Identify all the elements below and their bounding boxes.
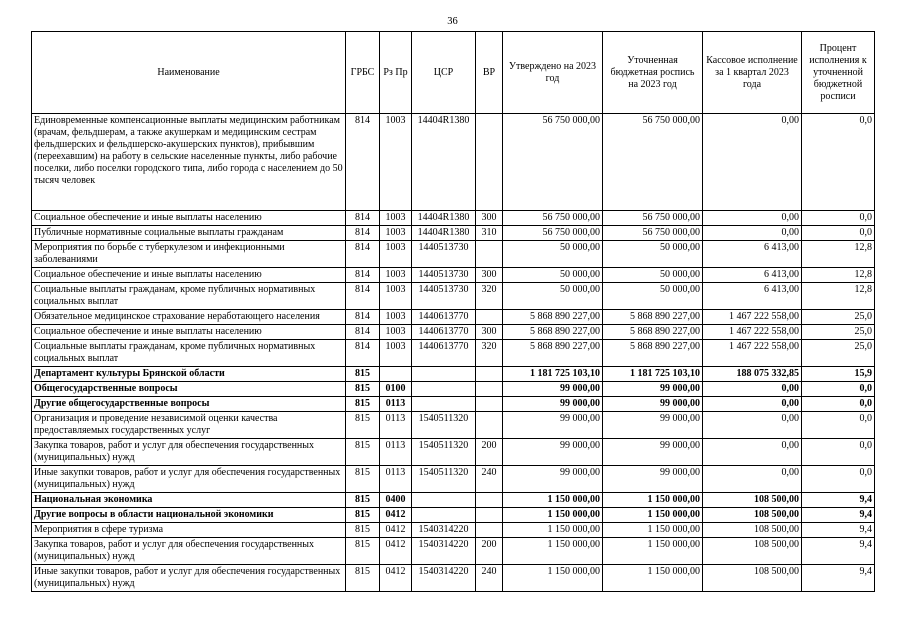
header-grbs: ГРБС xyxy=(346,32,380,114)
cell-percent: 9,4 xyxy=(802,538,875,565)
cell-vr xyxy=(476,367,503,382)
cell-executed: 108 500,00 xyxy=(703,565,802,592)
cell-name: Закупка товаров, работ и услуг для обеспечения государственных (муниципальных) нужд xyxy=(32,439,346,466)
header-vr: ВР xyxy=(476,32,503,114)
table-body xyxy=(32,114,875,592)
cell-rzpr: 1003 xyxy=(380,340,412,367)
cell-vr xyxy=(476,241,503,268)
cell-grbs: 815 xyxy=(346,508,380,523)
table-row xyxy=(32,283,875,310)
table-row xyxy=(32,340,875,367)
cell-grbs: 815 xyxy=(346,565,380,592)
cell-percent: 0,0 xyxy=(802,114,875,211)
cell-vr xyxy=(476,310,503,325)
table-row xyxy=(32,325,875,340)
header-rzpr: Рз Пр xyxy=(380,32,412,114)
cell-name: Закупка товаров, работ и услуг для обеспечения государственных (муниципальных) нужд xyxy=(32,538,346,565)
cell-name: Национальная экономика xyxy=(32,493,346,508)
cell-refined: 99 000,00 xyxy=(603,412,703,439)
cell-vr: 240 xyxy=(476,466,503,493)
table-row xyxy=(32,367,875,382)
cell-name: Публичные нормативные социальные выплаты гражданам xyxy=(32,226,346,241)
cell-grbs: 814 xyxy=(346,310,380,325)
cell-grbs: 815 xyxy=(346,412,380,439)
cell-executed: 0,00 xyxy=(703,439,802,466)
cell-rzpr: 0400 xyxy=(380,493,412,508)
cell-name: Мероприятия по борьбе с туберкулезом и инфекционными заболеваниями xyxy=(32,241,346,268)
cell-vr xyxy=(476,493,503,508)
cell-grbs: 815 xyxy=(346,439,380,466)
header-percent: Процент исполнения к уточненной бюджетной росписи xyxy=(802,32,875,114)
table-row xyxy=(32,397,875,412)
cell-refined: 99 000,00 xyxy=(603,439,703,466)
table-row xyxy=(32,523,875,538)
cell-approved: 99 000,00 xyxy=(503,466,603,493)
cell-executed: 0,00 xyxy=(703,412,802,439)
cell-executed: 1 467 222 558,00 xyxy=(703,310,802,325)
table-row xyxy=(32,310,875,325)
cell-executed: 1 467 222 558,00 xyxy=(703,340,802,367)
cell-vr xyxy=(476,397,503,412)
cell-vr: 300 xyxy=(476,268,503,283)
cell-name: Другие вопросы в области национальной экономики xyxy=(32,508,346,523)
cell-rzpr: 0113 xyxy=(380,397,412,412)
cell-rzpr: 1003 xyxy=(380,325,412,340)
cell-approved: 99 000,00 xyxy=(503,382,603,397)
header-refined: Уточненная бюджетная роспись на 2023 год xyxy=(603,32,703,114)
cell-approved: 50 000,00 xyxy=(503,268,603,283)
cell-approved: 1 150 000,00 xyxy=(503,565,603,592)
cell-executed: 6 413,00 xyxy=(703,241,802,268)
table-row xyxy=(32,114,875,211)
cell-refined: 99 000,00 xyxy=(603,397,703,412)
cell-rzpr xyxy=(380,367,412,382)
cell-refined: 56 750 000,00 xyxy=(603,226,703,241)
cell-percent: 0,0 xyxy=(802,211,875,226)
cell-vr xyxy=(476,508,503,523)
cell-vr xyxy=(476,382,503,397)
cell-executed: 108 500,00 xyxy=(703,523,802,538)
cell-csr: 1540314220 xyxy=(412,565,476,592)
cell-refined: 1 150 000,00 xyxy=(603,493,703,508)
cell-approved: 56 750 000,00 xyxy=(503,114,603,211)
cell-grbs: 815 xyxy=(346,493,380,508)
cell-vr: 200 xyxy=(476,439,503,466)
header-executed: Кассовое исполнение за 1 квартал 2023 года xyxy=(703,32,802,114)
table-row xyxy=(32,382,875,397)
cell-rzpr: 0412 xyxy=(380,508,412,523)
cell-refined: 1 150 000,00 xyxy=(603,508,703,523)
cell-refined: 50 000,00 xyxy=(603,241,703,268)
cell-grbs: 815 xyxy=(346,397,380,412)
cell-percent: 9,4 xyxy=(802,523,875,538)
cell-grbs: 814 xyxy=(346,268,380,283)
cell-name: Социальное обеспечение и иные выплаты населению xyxy=(32,211,346,226)
cell-csr: 1440613770 xyxy=(412,325,476,340)
cell-grbs: 814 xyxy=(346,340,380,367)
header-csr: ЦСР xyxy=(412,32,476,114)
cell-name: Социальное обеспечение и иные выплаты населению xyxy=(32,268,346,283)
cell-refined: 50 000,00 xyxy=(603,283,703,310)
cell-vr xyxy=(476,523,503,538)
cell-refined: 56 750 000,00 xyxy=(603,211,703,226)
cell-percent: 9,4 xyxy=(802,493,875,508)
cell-name: Обязательное медицинское страхование неработающего населения xyxy=(32,310,346,325)
cell-refined: 1 181 725 103,10 xyxy=(603,367,703,382)
cell-csr: 14404R1380 xyxy=(412,226,476,241)
cell-refined: 5 868 890 227,00 xyxy=(603,325,703,340)
cell-refined: 50 000,00 xyxy=(603,268,703,283)
cell-approved: 1 150 000,00 xyxy=(503,508,603,523)
cell-grbs: 814 xyxy=(346,211,380,226)
cell-rzpr: 1003 xyxy=(380,226,412,241)
cell-csr xyxy=(412,508,476,523)
cell-executed: 0,00 xyxy=(703,211,802,226)
cell-grbs: 814 xyxy=(346,114,380,211)
cell-executed: 0,00 xyxy=(703,397,802,412)
table-header-row xyxy=(32,32,875,114)
header-name: Наименование xyxy=(32,32,346,114)
cell-percent: 0,0 xyxy=(802,226,875,241)
cell-refined: 1 150 000,00 xyxy=(603,538,703,565)
cell-name: Единовременные компенсационные выплаты медицинским работникам (врачам, фельдшерам, а также акушеркам и медицинским сестрам фельдшерских и фельдшерско-акушерских пунктов), прибывшим (переехавшим) на работу в сельские населенные пункты, либо рабочие поселки, либо поселки городского типа, либо города с населением до 50 тысяч человек xyxy=(32,114,346,211)
cell-approved: 56 750 000,00 xyxy=(503,226,603,241)
cell-csr: 1440613770 xyxy=(412,340,476,367)
cell-refined: 1 150 000,00 xyxy=(603,523,703,538)
table-row xyxy=(32,226,875,241)
cell-csr xyxy=(412,382,476,397)
cell-percent: 12,8 xyxy=(802,241,875,268)
cell-refined: 99 000,00 xyxy=(603,382,703,397)
table-row xyxy=(32,211,875,226)
cell-name: Департамент культуры Брянской области xyxy=(32,367,346,382)
cell-executed: 108 500,00 xyxy=(703,538,802,565)
cell-executed: 0,00 xyxy=(703,114,802,211)
table-row xyxy=(32,466,875,493)
cell-vr: 300 xyxy=(476,211,503,226)
cell-percent: 25,0 xyxy=(802,340,875,367)
cell-approved: 99 000,00 xyxy=(503,439,603,466)
cell-rzpr: 1003 xyxy=(380,310,412,325)
cell-vr xyxy=(476,412,503,439)
cell-executed: 0,00 xyxy=(703,226,802,241)
cell-csr: 1540511320 xyxy=(412,439,476,466)
cell-grbs: 815 xyxy=(346,466,380,493)
cell-grbs: 814 xyxy=(346,226,380,241)
table-row xyxy=(32,412,875,439)
cell-grbs: 815 xyxy=(346,538,380,565)
cell-refined: 99 000,00 xyxy=(603,466,703,493)
cell-rzpr: 1003 xyxy=(380,241,412,268)
cell-percent: 9,4 xyxy=(802,508,875,523)
cell-name: Социальное обеспечение и иные выплаты населению xyxy=(32,325,346,340)
cell-grbs: 815 xyxy=(346,382,380,397)
cell-grbs: 815 xyxy=(346,523,380,538)
cell-rzpr: 1003 xyxy=(380,114,412,211)
page-number: 36 xyxy=(447,16,458,27)
cell-csr: 14404R1380 xyxy=(412,114,476,211)
cell-approved: 1 150 000,00 xyxy=(503,493,603,508)
header-approved: Утверждено на 2023 год xyxy=(503,32,603,114)
cell-name: Организация и проведение независимой оценки качества предоставляемых государственных услуг xyxy=(32,412,346,439)
cell-rzpr: 0412 xyxy=(380,565,412,592)
cell-grbs: 814 xyxy=(346,325,380,340)
cell-percent: 0,0 xyxy=(802,382,875,397)
cell-percent: 9,4 xyxy=(802,565,875,592)
cell-approved: 99 000,00 xyxy=(503,412,603,439)
cell-vr: 300 xyxy=(476,325,503,340)
cell-refined: 5 868 890 227,00 xyxy=(603,310,703,325)
cell-name: Другие общегосударственные вопросы xyxy=(32,397,346,412)
cell-percent: 15,9 xyxy=(802,367,875,382)
cell-percent: 12,8 xyxy=(802,283,875,310)
cell-csr: 1540511320 xyxy=(412,466,476,493)
cell-csr: 1440513730 xyxy=(412,283,476,310)
cell-executed: 6 413,00 xyxy=(703,268,802,283)
cell-name: Иные закупки товаров, работ и услуг для обеспечения государственных (муниципальных) нужд xyxy=(32,466,346,493)
cell-refined: 1 150 000,00 xyxy=(603,565,703,592)
table-row xyxy=(32,565,875,592)
table-row xyxy=(32,241,875,268)
cell-csr: 1540511320 xyxy=(412,412,476,439)
cell-csr xyxy=(412,397,476,412)
cell-approved: 1 150 000,00 xyxy=(503,538,603,565)
cell-executed: 0,00 xyxy=(703,382,802,397)
cell-approved: 5 868 890 227,00 xyxy=(503,310,603,325)
cell-percent: 0,0 xyxy=(802,466,875,493)
cell-vr: 310 xyxy=(476,226,503,241)
cell-csr: 1440513730 xyxy=(412,268,476,283)
cell-approved: 5 868 890 227,00 xyxy=(503,325,603,340)
cell-percent: 12,8 xyxy=(802,268,875,283)
budget-execution-table xyxy=(31,31,875,592)
cell-name: Иные закупки товаров, работ и услуг для обеспечения государственных (муниципальных) нужд xyxy=(32,565,346,592)
cell-percent: 0,0 xyxy=(802,439,875,466)
cell-grbs: 814 xyxy=(346,283,380,310)
table-row xyxy=(32,439,875,466)
cell-rzpr: 0412 xyxy=(380,538,412,565)
cell-grbs: 814 xyxy=(346,241,380,268)
cell-vr: 320 xyxy=(476,340,503,367)
table-row xyxy=(32,268,875,283)
table-row xyxy=(32,493,875,508)
cell-csr: 1440613770 xyxy=(412,310,476,325)
cell-vr: 320 xyxy=(476,283,503,310)
cell-rzpr: 0113 xyxy=(380,412,412,439)
cell-rzpr: 0113 xyxy=(380,439,412,466)
cell-vr: 240 xyxy=(476,565,503,592)
cell-approved: 56 750 000,00 xyxy=(503,211,603,226)
cell-executed: 188 075 332,85 xyxy=(703,367,802,382)
cell-vr: 200 xyxy=(476,538,503,565)
cell-csr: 1440513730 xyxy=(412,241,476,268)
cell-refined: 5 868 890 227,00 xyxy=(603,340,703,367)
cell-vr xyxy=(476,114,503,211)
cell-name: Социальные выплаты гражданам, кроме публичных нормативных социальных выплат xyxy=(32,340,346,367)
cell-executed: 6 413,00 xyxy=(703,283,802,310)
cell-csr: 14404R1380 xyxy=(412,211,476,226)
cell-rzpr: 0100 xyxy=(380,382,412,397)
cell-approved: 50 000,00 xyxy=(503,283,603,310)
cell-rzpr: 0113 xyxy=(380,466,412,493)
cell-csr: 1540314220 xyxy=(412,523,476,538)
table-row xyxy=(32,538,875,565)
cell-executed: 0,00 xyxy=(703,466,802,493)
cell-percent: 25,0 xyxy=(802,310,875,325)
cell-rzpr: 1003 xyxy=(380,268,412,283)
cell-name: Мероприятия в сфере туризма xyxy=(32,523,346,538)
cell-percent: 0,0 xyxy=(802,397,875,412)
table-row xyxy=(32,508,875,523)
cell-csr: 1540314220 xyxy=(412,538,476,565)
cell-rzpr: 0412 xyxy=(380,523,412,538)
cell-rzpr: 1003 xyxy=(380,283,412,310)
cell-approved: 99 000,00 xyxy=(503,397,603,412)
cell-approved: 1 150 000,00 xyxy=(503,523,603,538)
cell-name: Общегосударственные вопросы xyxy=(32,382,346,397)
cell-approved: 5 868 890 227,00 xyxy=(503,340,603,367)
cell-name: Социальные выплаты гражданам, кроме публичных нормативных социальных выплат xyxy=(32,283,346,310)
cell-executed: 108 500,00 xyxy=(703,508,802,523)
cell-percent: 25,0 xyxy=(802,325,875,340)
cell-approved: 50 000,00 xyxy=(503,241,603,268)
cell-grbs: 815 xyxy=(346,367,380,382)
cell-refined: 56 750 000,00 xyxy=(603,114,703,211)
cell-executed: 108 500,00 xyxy=(703,493,802,508)
cell-approved: 1 181 725 103,10 xyxy=(503,367,603,382)
cell-csr xyxy=(412,367,476,382)
cell-rzpr: 1003 xyxy=(380,211,412,226)
cell-csr xyxy=(412,493,476,508)
cell-percent: 0,0 xyxy=(802,412,875,439)
cell-executed: 1 467 222 558,00 xyxy=(703,325,802,340)
